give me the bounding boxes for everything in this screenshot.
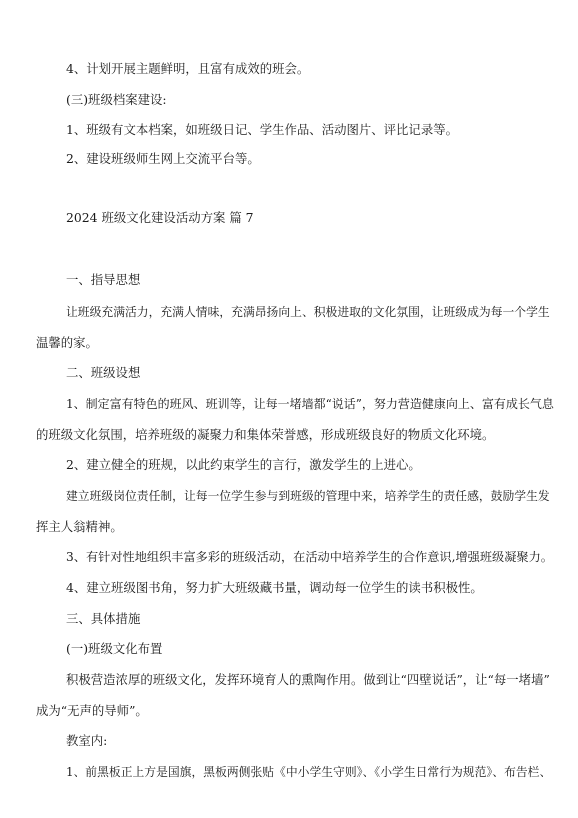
text-line: 让班级充满活力，充满人情味，充满昂扬向上、积极进取的文化氛围，让班级成为每一个学生 bbox=[66, 305, 550, 319]
text-line: 建立班级岗位责任制，让每一位学生参与到班级的管理中来，培养学生的责任感，鼓励学生发 bbox=[66, 489, 550, 503]
text-line: 教室内: bbox=[66, 733, 108, 748]
text-line: 1、前黑板正上方是国旗，黑板两侧张贴《中小学生守则》、《小学生日常行为规范》、布告栏、 bbox=[66, 765, 552, 779]
text-line: 4、计划开展主题鲜明，且富有成效的班会。 bbox=[66, 61, 310, 76]
text-line: 成为“无声的导师”。 bbox=[36, 703, 148, 718]
text-line: 温馨的家。 bbox=[36, 335, 98, 350]
section-heading: 三、具体措施 bbox=[66, 611, 141, 626]
section-heading: (三)班级档案建设: bbox=[66, 92, 167, 107]
text-line: 4、建立班级图书角，努力扩大班级藏书量，调动每一位学生的读书积极性。 bbox=[66, 580, 483, 595]
section-heading: (一)班级文化布置 bbox=[66, 641, 163, 656]
text-line: 2、建设班级师生网上交流平台等。 bbox=[66, 151, 260, 166]
text-line: 2、建立健全的班规，以此约束学生的言行，激发学生的上进心。 bbox=[66, 457, 421, 472]
text-line: 1、制定富有特色的班风、班训等，让每一堵墙都“说话”，努力营造健康向上、富有成长气息 bbox=[66, 397, 554, 411]
document-title: 2024 班级文化建设活动方案 篇 7 bbox=[66, 210, 254, 225]
text-line: 3、有针对性地组织丰富多彩的班级活动，在活动中培养学生的合作意识,增强班级凝聚力。 bbox=[66, 550, 553, 564]
text-line: 挥主人翁精神。 bbox=[36, 519, 123, 534]
section-heading: 一、指导思想 bbox=[66, 272, 141, 287]
text-line: 积极营造浓厚的班级文化，发挥环境育人的熏陶作用。做到让“四壁说话”，让“每一堵墙” bbox=[66, 672, 550, 687]
text-line: 的班级文化氛围，培养班级的凝聚力和集体荣誉感，形成班级良好的物质文化环境。 bbox=[36, 427, 495, 442]
text-line: 1、班级有文本档案，如班级日记、学生作品、活动图片、评比记录等。 bbox=[66, 122, 458, 137]
section-heading: 二、班级设想 bbox=[66, 365, 141, 380]
